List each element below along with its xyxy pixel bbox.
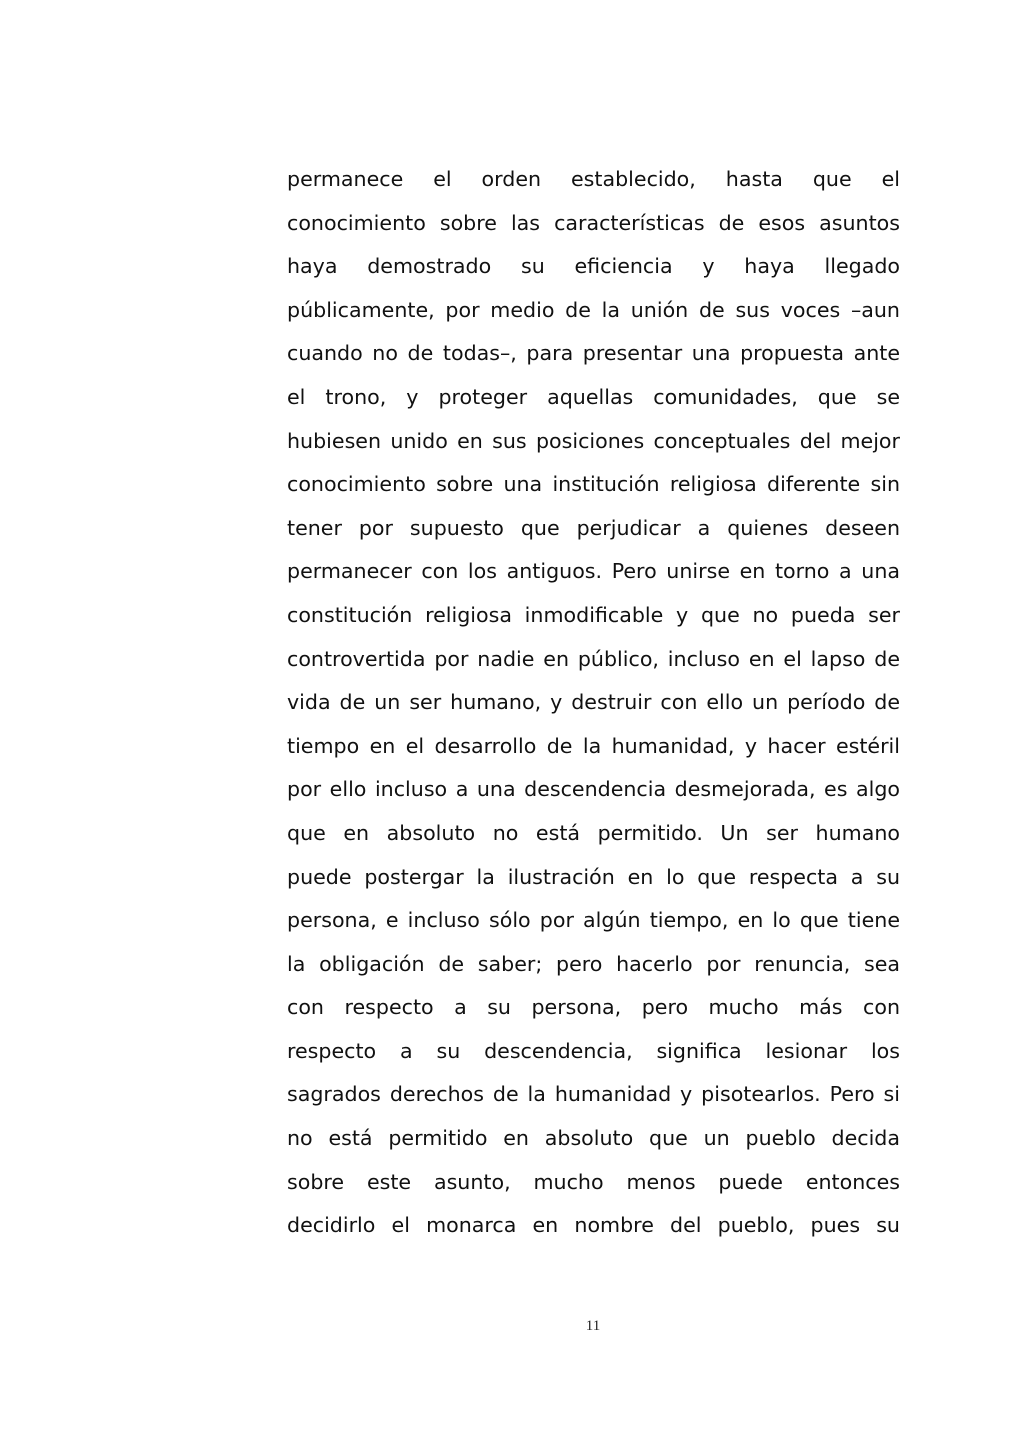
text-line: permanecer con los antiguos. Pero unirse en torno a una (287, 559, 900, 584)
text-line: hubiesen unido en sus posiciones conceptuales del mejor (287, 428, 900, 453)
text-line: haya demostrado su eficiencia y haya llegado (287, 254, 900, 279)
text-line: no está permitido en absoluto que un pueblo decida (287, 1126, 900, 1151)
text-line: por ello incluso a una descendencia desmejorada, es algo (287, 777, 900, 802)
body-paragraph (287, 158, 900, 1248)
text-line: cuando no de todas–, para presentar una propuesta ante (287, 341, 900, 366)
text-line: con respecto a su persona, pero mucho más con (287, 995, 900, 1020)
text-line: decidirlo el monarca en nombre del pueblo, pues su (287, 1213, 900, 1238)
text-line: conocimiento sobre una institución religiosa diferente sin (287, 472, 900, 497)
text-line: sobre este asunto, mucho menos puede entonces (287, 1169, 900, 1194)
text-line: persona, e incluso sólo por algún tiempo, en lo que tiene (287, 908, 900, 933)
text-line: el trono, y proteger aquellas comunidades, que se (287, 384, 900, 409)
text-line: respecto a su descendencia, significa lesionar los (287, 1038, 900, 1063)
text-line: la obligación de saber; pero hacerlo por renuncia, sea (287, 951, 900, 976)
text-line: puede postergar la ilustración en lo que respecta a su (287, 864, 900, 889)
text-line: tiempo en el desarrollo de la humanidad, y hacer estéril (287, 733, 900, 758)
text-line: vida de un ser humano, y destruir con ello un período de (287, 690, 900, 715)
text-line: constitución religiosa inmodificable y que no pueda ser (287, 602, 900, 627)
text-line: sagrados derechos de la humanidad y pisotearlos. Pero si (287, 1082, 900, 1107)
text-line: permanece el orden establecido, hasta que el (287, 167, 900, 191)
page-number: 11 (585, 1318, 601, 1334)
text-line: que en absoluto no está permitido. Un ser humano (287, 820, 900, 845)
text-line: públicamente, por medio de la unión de sus voces –aun (287, 297, 900, 322)
text-line: controvertida por nadie en público, incluso en el lapso de (287, 646, 900, 671)
text-line: tener por supuesto que perjudicar a quienes deseen (287, 515, 900, 540)
text-line: conocimiento sobre las características de esos asuntos (287, 210, 900, 235)
